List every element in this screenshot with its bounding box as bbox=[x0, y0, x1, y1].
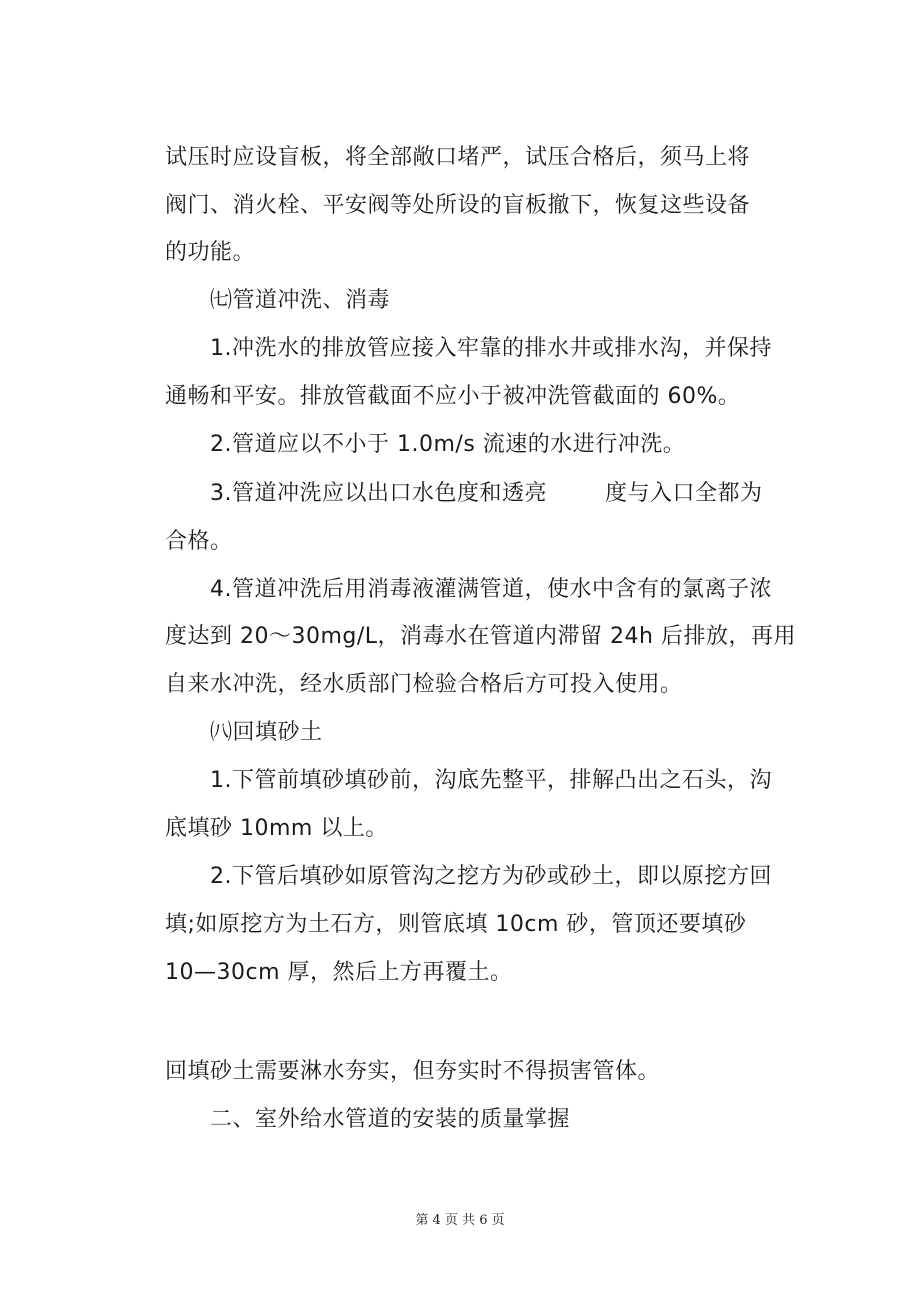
paragraph-line: 10—30cm 厚，然后上方再覆土。 bbox=[165, 960, 513, 985]
section-heading: ㈧回填砂土 bbox=[210, 720, 323, 745]
paragraph-line: 1.冲洗水的排放管应接入牢靠的排水井或排水沟，并保持 bbox=[210, 336, 772, 361]
paragraph-line: 2.下管后填砂如原管沟之挖方为砂或砂土，即以原挖方回 bbox=[210, 864, 772, 889]
paragraph-line: 填;如原挖方为土石方，则管底填 10cm 砂，管顶还要填砂 bbox=[165, 912, 747, 937]
paragraph-line: 回填砂土需要淋水夯实，但夯实时不得损害管体。 bbox=[165, 1059, 661, 1084]
paragraph-line-split bbox=[210, 479, 763, 509]
paragraph-line: 2.管道应以不小于 1.0m/s 流速的水进行冲洗。 bbox=[210, 432, 686, 457]
paragraph-line-part: 3.管道冲洗应以出口水色度和透亮 bbox=[210, 481, 547, 506]
paragraph-line: 的功能。 bbox=[165, 240, 256, 265]
section-heading: 二、室外给水管道的安装的质量掌握 bbox=[210, 1107, 571, 1132]
section-heading: ㈦管道冲洗、消毒 bbox=[210, 288, 391, 313]
page-footer: 第 4 页 共 6 页 bbox=[415, 1213, 505, 1228]
paragraph-line: 自来水冲洗，经水质部门检验合格后方可投入使用。 bbox=[165, 672, 683, 697]
paragraph-line: 合格。 bbox=[165, 529, 233, 554]
paragraph-line: 底填砂 10mm 以上。 bbox=[165, 816, 388, 841]
paragraph-line: 通畅和平安。排放管截面不应小于被冲洗管截面的 60%。 bbox=[165, 384, 741, 409]
paragraph-line-part: 度与入口全都为 bbox=[605, 481, 763, 506]
paragraph-line: 阀门、消火栓、平安阀等处所设的盲板撤下，恢复这些设备 bbox=[165, 193, 751, 218]
paragraph-line: 1.下管前填砂填砂前，沟底先整平，排解凸出之石头，沟 bbox=[210, 768, 772, 793]
paragraph-line: 4.管道冲洗后用消毒液灌满管道，使水中含有的氯离子浓 bbox=[210, 577, 772, 602]
paragraph-line: 试压时应设盲板，将全部敞口堵严，试压合格后，须马上将 bbox=[165, 145, 751, 170]
paragraph-line: 度达到 20～30mg/L，消毒水在管道内滞留 24h 后排放，再用 bbox=[165, 624, 796, 649]
